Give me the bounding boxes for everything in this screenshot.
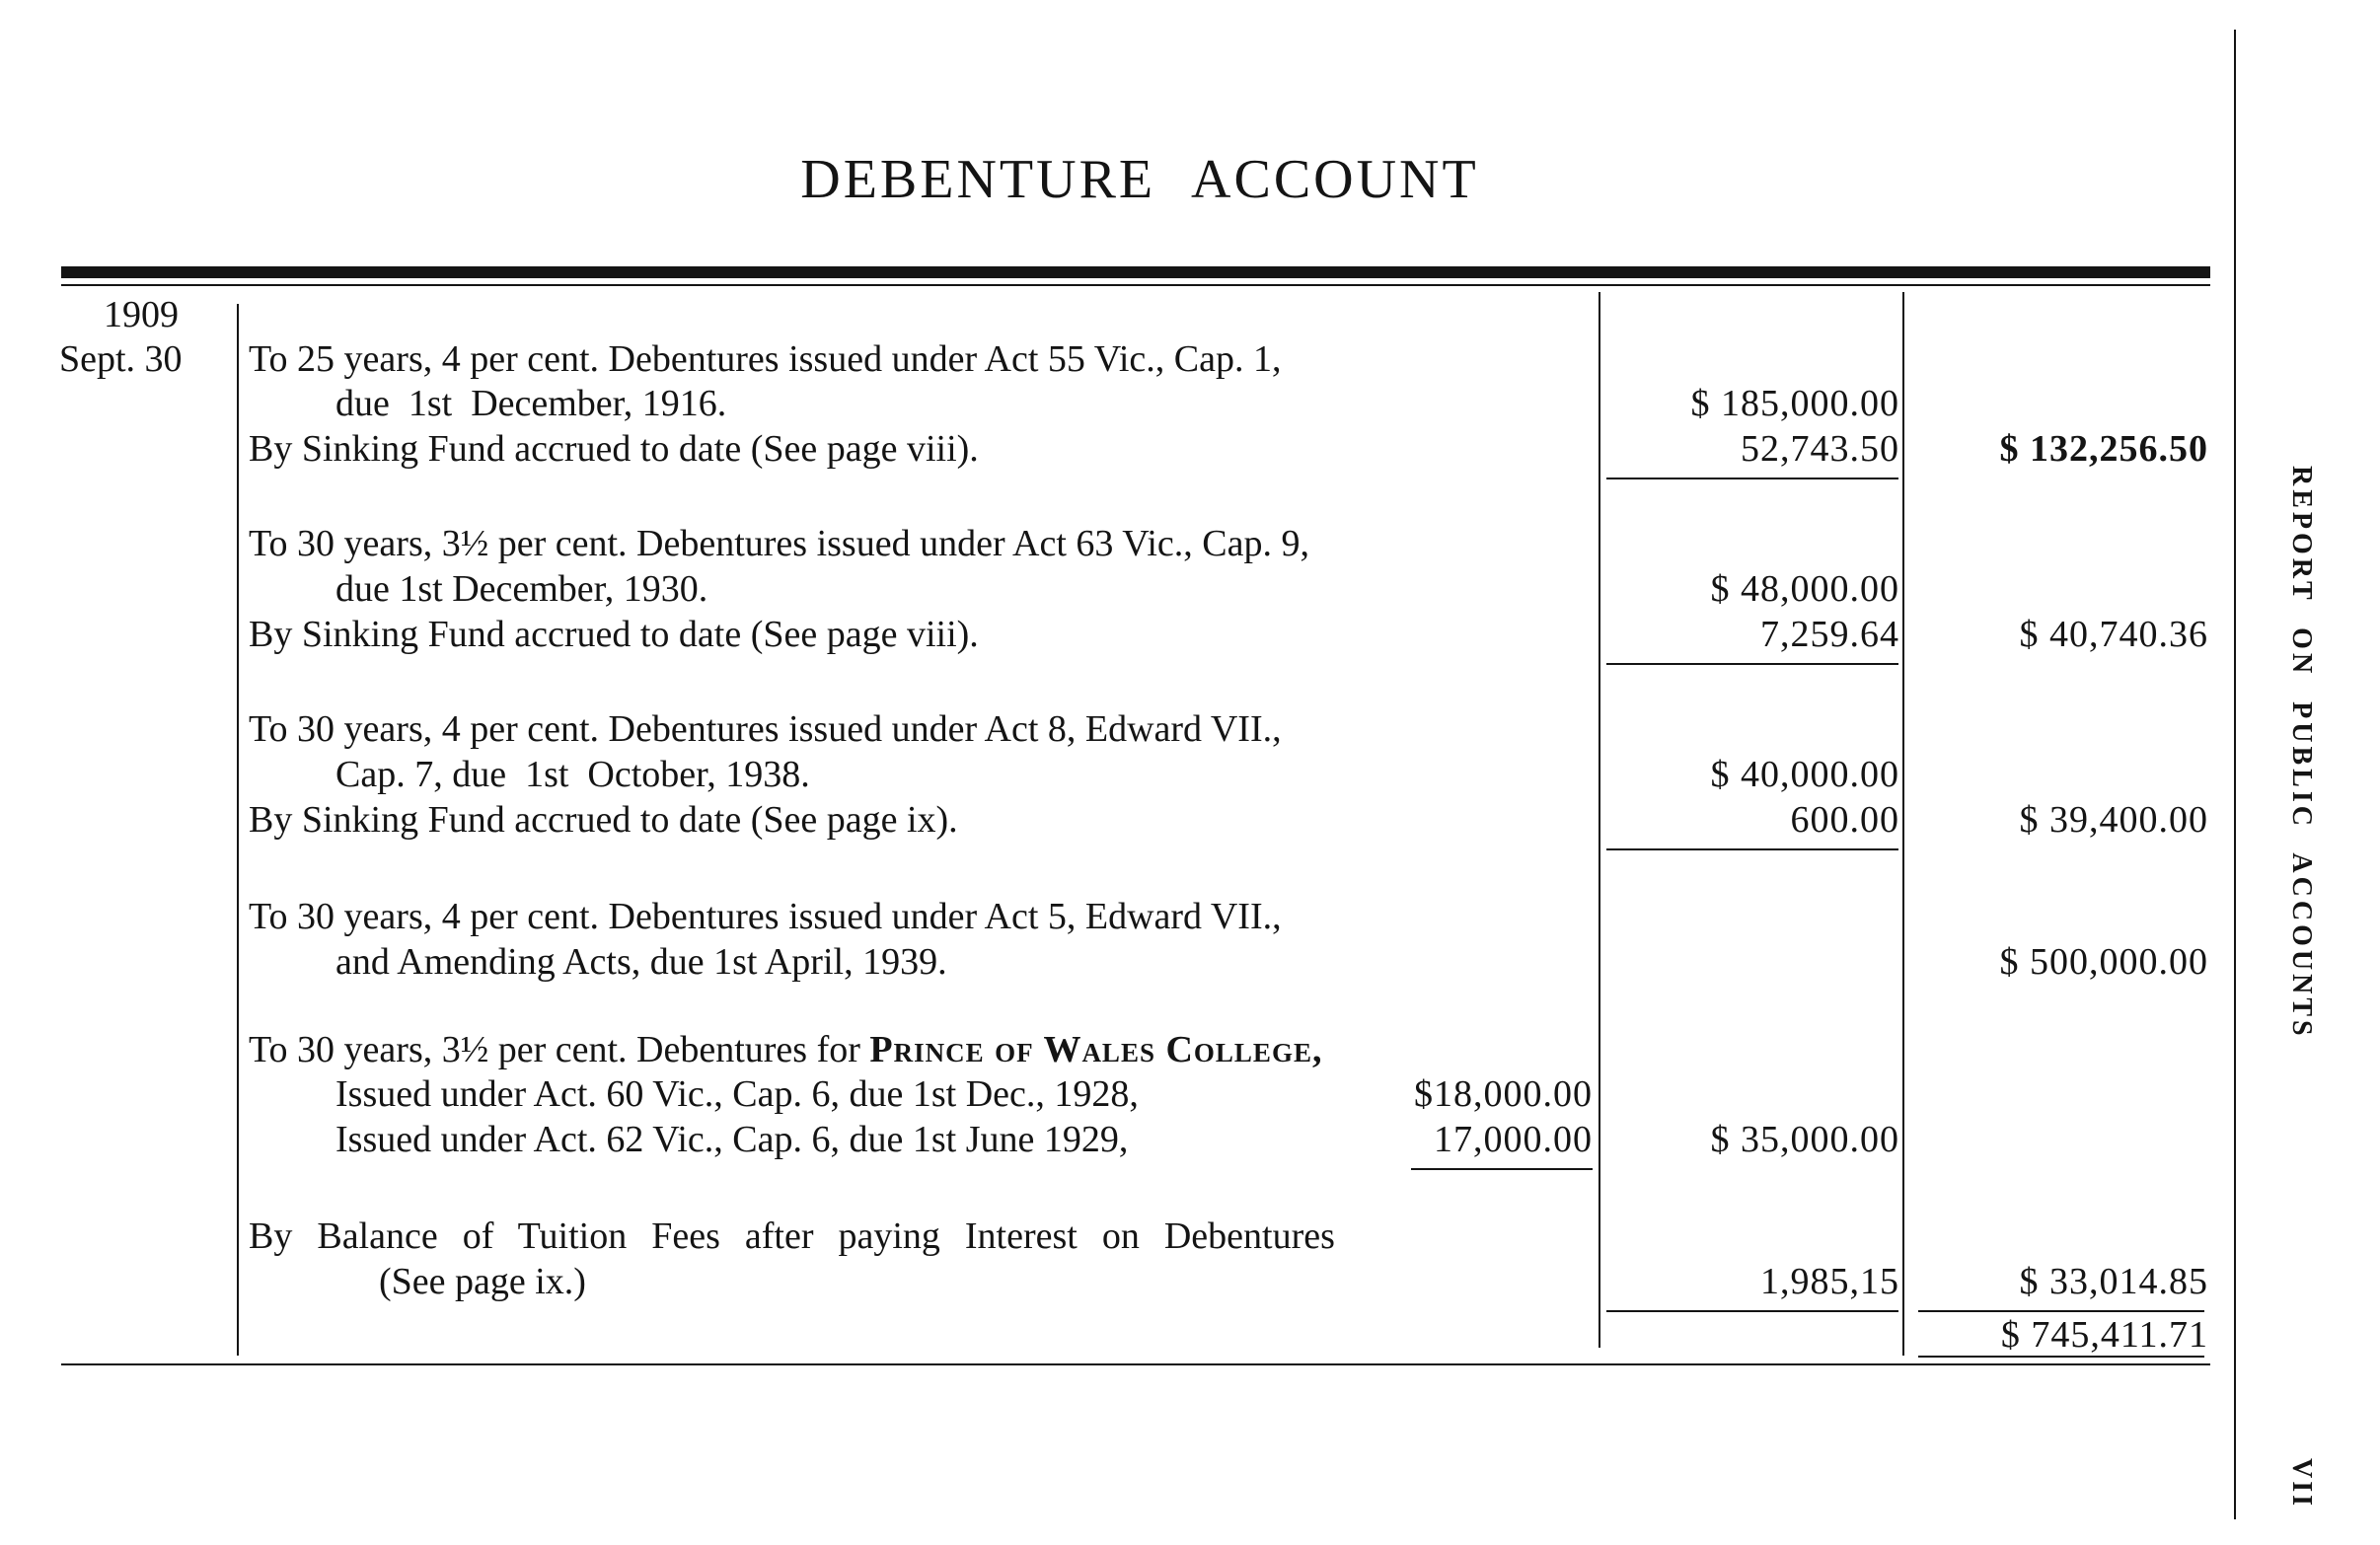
entry-2-net: $ 40,740.36 bbox=[2019, 614, 2208, 655]
total-column-divider bbox=[1902, 292, 1904, 1356]
entry-5-amount: $ 35,000.00 bbox=[1710, 1119, 1899, 1160]
entry-1-sinking-fund: 52,743.50 bbox=[1741, 428, 1899, 470]
entry-1-subtotal-rule bbox=[1606, 478, 1898, 479]
page-title: DEBENTURE ACCOUNT bbox=[800, 149, 1479, 210]
entry-3-line-2: Cap. 7, due 1st October, 1938. bbox=[335, 754, 810, 795]
entry-5-line-2: Issued under Act. 60 Vic., Cap. 6, due 1st Dec., 1928, bbox=[335, 1073, 1139, 1115]
date-column-divider bbox=[237, 304, 239, 1356]
entry-3-sinking-fund: 600.00 bbox=[1790, 799, 1899, 841]
entry-3-line-1: To 30 years, 4 per cent. Debentures issued under Act 8, Edward VII., bbox=[249, 708, 1282, 750]
entry-5-inner-subtotal-rule bbox=[1411, 1168, 1593, 1170]
header-rule-thin bbox=[61, 284, 2210, 286]
entry-6-net: $ 33,014.85 bbox=[2019, 1261, 2208, 1302]
grand-total: $ 745,411.71 bbox=[2000, 1314, 2208, 1356]
entry-3-subtotal-rule bbox=[1606, 848, 1898, 850]
entry-3-amount: $ 40,000.00 bbox=[1710, 754, 1899, 795]
entry-1-line-1: To 25 years, 4 per cent. Debentures issued under Act 55 Vic., Cap. 1, bbox=[249, 338, 1282, 380]
entry-2-line-1: To 30 years, 3½ per cent. Debentures issued under Act 63 Vic., Cap. 9, bbox=[249, 523, 1309, 564]
entry-2-amount: $ 48,000.00 bbox=[1710, 568, 1899, 610]
entry-6-line-1: By Balance of Tuition Fees after paying Interest on Debentures bbox=[249, 1215, 1335, 1257]
entry-4-line-2: and Amending Acts, due 1st April, 1939. bbox=[335, 941, 947, 983]
amount-column-divider bbox=[1599, 292, 1600, 1348]
date-year: 1909 bbox=[104, 294, 179, 335]
side-running-head: REPORT ON PUBLIC ACCOUNTS bbox=[2286, 466, 2317, 1040]
entry-2-line-2: due 1st December, 1930. bbox=[335, 568, 708, 610]
date-day: Sept. 30 bbox=[59, 338, 183, 380]
footer-rule bbox=[61, 1363, 2210, 1365]
entry-5-line-1 bbox=[249, 1027, 1322, 1072]
entry-2-subtotal-rule bbox=[1606, 663, 1898, 665]
entry-1-line-2: due 1st December, 1916. bbox=[335, 383, 727, 424]
entry-1-line-3: By Sinking Fund accrued to date (See page viii). bbox=[249, 428, 979, 470]
entry-3-line-3: By Sinking Fund accrued to date (See page ix). bbox=[249, 799, 958, 841]
entry-6-line-2: (See page ix.) bbox=[379, 1261, 586, 1302]
entry-1-amount: $ 185,000.00 bbox=[1690, 383, 1899, 424]
page-right-border bbox=[2234, 30, 2236, 1519]
total-column-rule-bottom bbox=[1918, 1356, 2204, 1358]
entry-2-sinking-fund: 7,259.64 bbox=[1760, 614, 1899, 655]
entry-1-net: $ 132,256.50 bbox=[1999, 428, 2208, 470]
entry-4-line-1: To 30 years, 4 per cent. Debentures issued under Act 5, Edward VII., bbox=[249, 896, 1282, 937]
entry-4-net: $ 500,000.00 bbox=[1999, 941, 2208, 983]
amount-column-closing-rule bbox=[1606, 1310, 1898, 1312]
college-name: Prince of Wales College, bbox=[869, 1029, 1323, 1070]
entry-2-line-3: By Sinking Fund accrued to date (See page viii). bbox=[249, 614, 979, 655]
entry-6-tuition-balance: 1,985,15 bbox=[1760, 1261, 1899, 1302]
entry-5-line-3-amount: 17,000.00 bbox=[1434, 1119, 1593, 1160]
page-number: VII bbox=[2286, 1458, 2317, 1509]
header-rule-thick bbox=[61, 266, 2210, 278]
entry-5-line-2-amount: $18,000.00 bbox=[1414, 1073, 1593, 1115]
entry-5-line-3: Issued under Act. 62 Vic., Cap. 6, due 1st June 1929, bbox=[335, 1119, 1129, 1160]
entry-5-line-1-text: To 30 years, 3½ per cent. Debentures for bbox=[249, 1029, 860, 1070]
entry-3-net: $ 39,400.00 bbox=[2019, 799, 2208, 841]
